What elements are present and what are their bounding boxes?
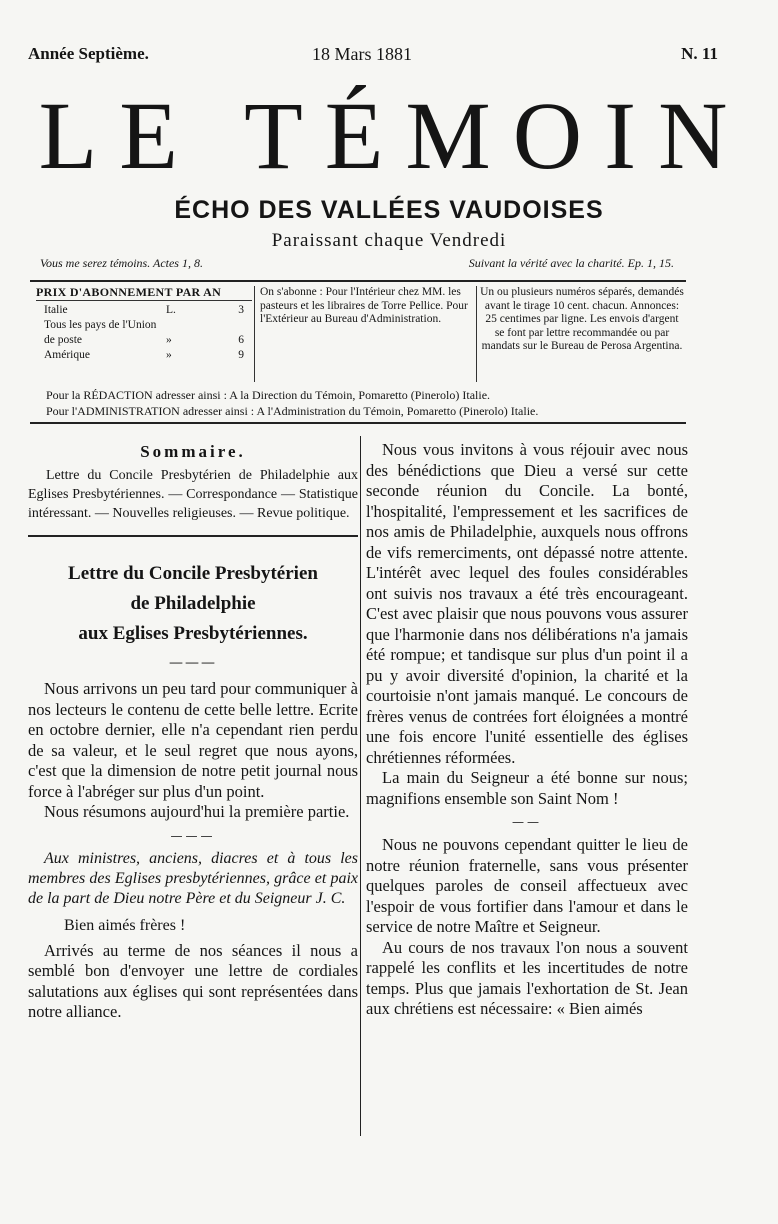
administration-address: Pour l'ADMINISTRATION adresser ainsi : A l'Administration du Témoin, Pomaretto (Pinerolo) Italie. — [46, 404, 539, 418]
sommaire-text: Lettre du Concile Presbytérien de Philadelphie aux Eglises Presbytériennes. — Correspondance — Statistique intéressant. — Nouvelles religieuses. — Revue politique. — [28, 468, 358, 521]
title-divider: ——— — [169, 655, 217, 671]
column-divider — [476, 286, 477, 382]
price-unit: L. — [166, 303, 176, 316]
price-unit: » — [166, 348, 172, 361]
year-label: Année Septième. — [28, 44, 149, 63]
small-divider: ——— — [170, 828, 216, 843]
right-body-2 — [366, 835, 688, 1020]
article-title-line: aux Eglises Presbytériennes. — [78, 623, 308, 644]
left-column — [28, 440, 358, 1023]
price-value: 9 — [238, 348, 244, 361]
article-title-line: Lettre du Concile Presbytérien — [68, 563, 318, 584]
price-row — [36, 334, 252, 349]
column-divider — [254, 286, 255, 382]
right-body — [366, 440, 688, 809]
column-rule — [360, 436, 361, 1136]
paragraph: Nous résumons aujourd'hui la première partie. — [44, 802, 350, 821]
right-column — [366, 440, 688, 1020]
paragraph: Au cours de nos travaux l'on nous a souvent rappelé les conflits et les incertitudes de notre temps. Plus que jamais l'exhortation de St. Jean aux chrétiens est nécessaire: « Bien aimés — [366, 937, 688, 1018]
right-divider: —— — [512, 815, 542, 829]
price-row — [36, 349, 252, 364]
price-name: de poste — [44, 333, 83, 346]
price-heading: PRIX D'ABONNEMENT PAR AN — [36, 286, 252, 301]
newspaper-subtitle: ÉCHO DES VALLÉES VAUDOISES — [174, 196, 604, 224]
paragraph: Arrivés au terme de nos séances il nous a semblé bon d'envoyer une lettre de cordiales salutations aux églises qui sont représentées dans notre alliance. — [28, 940, 358, 1021]
dateline — [28, 44, 718, 68]
paragraph: La main du Seigneur a été bonne sur nous; magnifions ensemble son Saint Nom ! — [366, 768, 688, 808]
paragraph: Nous vous invitons à vous réjouir avec nous des bénédictions que Dieu a versé sur cette seconde réunion du Concile. La bonté, l'hospitalité, l'empressement et les sacrifices de nos amis de Philadelphie, auxquels nous offrons de vifs remerciments, ont dépassé notre attente. L'intérêt avec lequel des foules considérables ont suivis nos travaux a été très encourageant. C'est avec plaisir que nous pouvons vous assurer que l'harmonie dans nos délibérations n'a jamais été rompue; et tandisque sur plus d'un point il a pu y avoir diversité d'opinion, la charité et la courtoisie n'ont jamais manqué. Le concours de frères venus de contrées fort éloignées a montré une fois encore l'unité essentielle des églises chrétiennes réformées. — [366, 440, 688, 767]
epigraph-left: Vous me serez témoins. Actes 1, 8. — [40, 256, 203, 270]
price-name: Tous les pays de l'Union — [44, 318, 157, 331]
newspaper-title: LE TÉMOIN — [38, 82, 750, 189]
article-intro — [28, 679, 358, 823]
epigraph — [40, 256, 674, 274]
left-body — [28, 941, 358, 1023]
price-name: Italie — [44, 303, 68, 316]
sommaire-heading: Sommaire. — [140, 442, 246, 461]
epigraph-right: Suivant la vérité avec la charité. Ep. 1, 15. — [468, 256, 674, 270]
price-table — [36, 286, 252, 364]
price-name: Amérique — [44, 348, 90, 361]
article-title-line: de Philadelphie — [130, 593, 256, 614]
issue-number: N. 11 — [681, 44, 718, 63]
price-value: 3 — [238, 303, 244, 316]
article-title — [28, 559, 358, 649]
greeting: Bien aimés frères ! — [64, 916, 186, 934]
paragraph: Nous ne pouvons cependant quitter le lieu de notre réunion fraternelle, sans vous présenter quelques paroles de conseil affectueux avec l'espoir de vous fortifier dans l'amour et dans le service de notre Maître et Seigneur. — [366, 835, 688, 936]
section-rule — [28, 535, 358, 537]
subscription-box — [30, 280, 686, 424]
frequency-line: Paraissant chaque Vendredi — [271, 230, 507, 251]
salutation: Aux ministres, anciens, diacres et à tous les membres des Eglises presbytériennes, grâce et paix de la part de Dieu notre Père et du Seigneur J. C. — [28, 849, 358, 907]
redaction-address: Pour la RÉDACTION adresser ainsi : A la Direction du Témoin, Pomaretto (Pinerolo) Italie. — [46, 388, 491, 402]
price-unit: » — [166, 333, 172, 346]
price-value: 6 — [238, 333, 244, 346]
notices: Un ou plusieurs numéros séparés, demandés avant le tirage 10 cent. chacun. Annonces: 25 centimes par ligne. Les envois d'argent se font par lettre recommandée ou par mandats sur le Bureau de Perosa Argentina. — [480, 286, 684, 353]
price-row — [36, 304, 252, 319]
issue-date: 18 Mars 1881 — [312, 44, 412, 64]
paragraph: Nous arrivons un peu tard pour communiquer à nos lecteurs le contenu de cette belle lettre. Ecrite en octobre dernier, elle n'a cependant rien perdu de sa valeur, et le seul regret que nous ayons, c'est que la dimension de notre petit journal nous force à l'abréger sur plus d'un point. — [28, 679, 358, 801]
subscription-places: On s'abonne : Pour l'Intérieur chez MM. les pasteurs et les libraires de Torre Pellice. Pour l'Extérieur au Bureau d'Administration. — [260, 286, 468, 326]
price-row — [36, 319, 252, 334]
